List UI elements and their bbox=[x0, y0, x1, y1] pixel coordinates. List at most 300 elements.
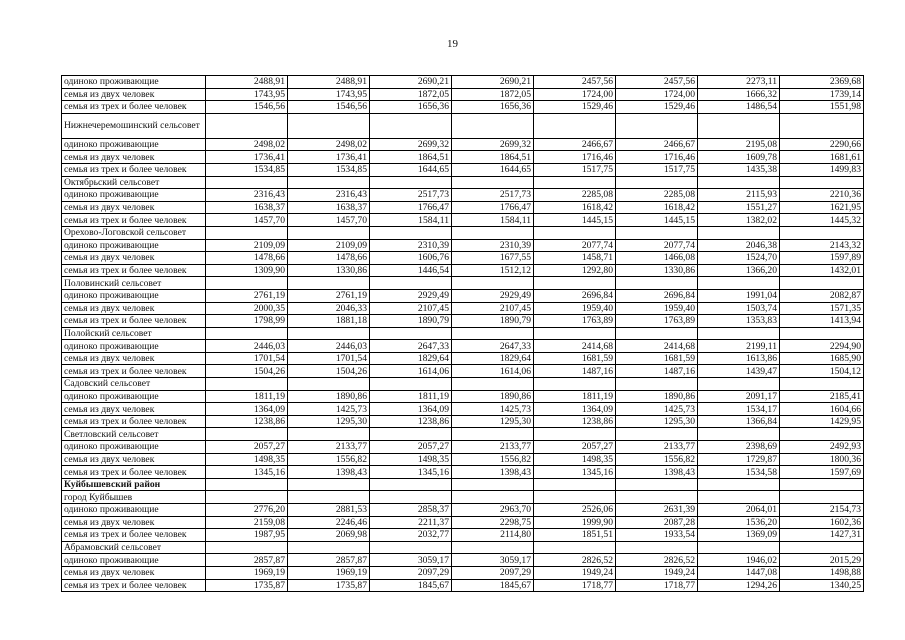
value-cell: 1946,02 bbox=[698, 554, 780, 567]
empty-cell bbox=[452, 478, 534, 491]
value-cell: 1498,88 bbox=[780, 566, 864, 579]
empty-cell bbox=[288, 378, 370, 391]
row-label: семья из трех и более человек bbox=[62, 466, 206, 479]
empty-cell bbox=[288, 327, 370, 340]
value-cell: 1681,59 bbox=[616, 352, 698, 365]
value-cell: 1556,82 bbox=[452, 453, 534, 466]
value-cell: 1340,25 bbox=[780, 579, 864, 592]
value-cell: 1556,82 bbox=[616, 453, 698, 466]
row-label: одиноко проживающие bbox=[62, 504, 206, 517]
value-cell: 1933,54 bbox=[616, 529, 698, 542]
value-cell: 1763,89 bbox=[616, 315, 698, 328]
value-cell: 1724,00 bbox=[616, 88, 698, 101]
value-cell: 2414,68 bbox=[616, 340, 698, 353]
value-cell: 2195,08 bbox=[698, 138, 780, 151]
empty-cell bbox=[534, 478, 616, 491]
value-cell: 1890,86 bbox=[288, 390, 370, 403]
value-cell: 1638,37 bbox=[288, 201, 370, 214]
value-cell: 1398,43 bbox=[616, 466, 698, 479]
empty-cell bbox=[370, 428, 452, 441]
table-row bbox=[62, 441, 864, 454]
empty-cell bbox=[370, 277, 452, 290]
value-cell: 1602,36 bbox=[780, 516, 864, 529]
value-cell: 3059,17 bbox=[452, 554, 534, 567]
table-row bbox=[62, 453, 864, 466]
value-cell: 2316,43 bbox=[288, 189, 370, 202]
table-row bbox=[62, 289, 864, 302]
empty-cell bbox=[452, 327, 534, 340]
empty-cell bbox=[698, 428, 780, 441]
value-cell: 1845,67 bbox=[370, 579, 452, 592]
table-row bbox=[62, 390, 864, 403]
value-cell: 2057,27 bbox=[206, 441, 288, 454]
value-cell: 1811,19 bbox=[534, 390, 616, 403]
value-cell: 2294,90 bbox=[780, 340, 864, 353]
value-cell: 2498,02 bbox=[288, 138, 370, 151]
value-cell: 2761,19 bbox=[206, 289, 288, 302]
value-cell: 2273,11 bbox=[698, 76, 780, 89]
value-cell: 1292,80 bbox=[534, 264, 616, 277]
value-cell: 1458,71 bbox=[534, 252, 616, 265]
value-cell: 1536,20 bbox=[698, 516, 780, 529]
row-label: одиноко проживающие bbox=[62, 189, 206, 202]
table-row bbox=[62, 403, 864, 416]
value-cell: 2398,69 bbox=[698, 441, 780, 454]
row-label: одиноко проживающие bbox=[62, 138, 206, 151]
value-cell: 2107,45 bbox=[452, 302, 534, 315]
value-cell: 1881,18 bbox=[288, 315, 370, 328]
value-cell: 2285,08 bbox=[616, 189, 698, 202]
empty-cell bbox=[206, 327, 288, 340]
value-cell: 2857,87 bbox=[206, 554, 288, 567]
empty-cell bbox=[534, 277, 616, 290]
value-cell: 1763,89 bbox=[534, 315, 616, 328]
value-cell: 1478,66 bbox=[206, 252, 288, 265]
value-cell: 2077,74 bbox=[616, 239, 698, 252]
empty-cell bbox=[370, 491, 452, 504]
value-cell: 1798,99 bbox=[206, 315, 288, 328]
value-cell: 1478,66 bbox=[288, 252, 370, 265]
value-cell: 1512,12 bbox=[452, 264, 534, 277]
value-cell: 1811,19 bbox=[370, 390, 452, 403]
value-cell: 1701,54 bbox=[206, 352, 288, 365]
row-label: одиноко проживающие bbox=[62, 76, 206, 89]
empty-cell bbox=[780, 327, 864, 340]
row-label: семья из трех и более человек bbox=[62, 365, 206, 378]
empty-cell bbox=[780, 378, 864, 391]
value-cell: 1644,65 bbox=[370, 163, 452, 176]
empty-cell bbox=[206, 428, 288, 441]
value-cell: 2082,87 bbox=[780, 289, 864, 302]
empty-cell bbox=[780, 226, 864, 239]
value-cell: 2046,38 bbox=[698, 239, 780, 252]
value-cell: 2109,09 bbox=[206, 239, 288, 252]
value-cell: 1666,32 bbox=[698, 88, 780, 101]
empty-cell bbox=[780, 176, 864, 189]
page-number: 19 bbox=[447, 38, 458, 50]
empty-cell bbox=[288, 428, 370, 441]
table-row bbox=[62, 264, 864, 277]
row-label: семья из двух человек bbox=[62, 516, 206, 529]
value-cell: 2015,29 bbox=[780, 554, 864, 567]
value-cell: 1851,51 bbox=[534, 529, 616, 542]
value-cell: 1366,84 bbox=[698, 415, 780, 428]
table-row bbox=[62, 201, 864, 214]
value-cell: 1609,78 bbox=[698, 151, 780, 164]
row-label: семья из двух человек bbox=[62, 88, 206, 101]
empty-cell bbox=[452, 541, 534, 554]
value-cell: 1890,86 bbox=[452, 390, 534, 403]
value-cell: 1238,86 bbox=[370, 415, 452, 428]
value-cell: 2143,32 bbox=[780, 239, 864, 252]
value-cell: 2298,75 bbox=[452, 516, 534, 529]
row-label: семья из двух человек bbox=[62, 566, 206, 579]
table-row bbox=[62, 340, 864, 353]
value-cell: 2526,06 bbox=[534, 504, 616, 517]
value-cell: 2107,45 bbox=[370, 302, 452, 315]
value-cell: 1890,79 bbox=[452, 315, 534, 328]
value-cell: 1991,04 bbox=[698, 289, 780, 302]
row-label: семья из трех и более человек bbox=[62, 415, 206, 428]
section-name: Садовский сельсовет bbox=[62, 378, 206, 391]
table-row bbox=[62, 101, 864, 114]
section-header-row bbox=[62, 541, 864, 554]
value-cell: 1439,47 bbox=[698, 365, 780, 378]
table-row bbox=[62, 352, 864, 365]
empty-cell bbox=[698, 327, 780, 340]
value-cell: 1529,46 bbox=[616, 101, 698, 114]
value-cell: 2069,98 bbox=[288, 529, 370, 542]
value-cell: 1718,77 bbox=[534, 579, 616, 592]
empty-cell bbox=[698, 541, 780, 554]
section-name: Нижнечеремошинский сельсовет bbox=[62, 113, 206, 138]
value-cell: 1729,87 bbox=[698, 453, 780, 466]
value-cell: 2690,21 bbox=[370, 76, 452, 89]
value-cell: 2115,93 bbox=[698, 189, 780, 202]
value-cell: 2290,66 bbox=[780, 138, 864, 151]
value-cell: 1987,95 bbox=[206, 529, 288, 542]
table-row bbox=[62, 415, 864, 428]
district-header-row bbox=[62, 478, 864, 491]
value-cell: 1597,89 bbox=[780, 252, 864, 265]
value-cell: 2857,87 bbox=[288, 554, 370, 567]
empty-cell bbox=[616, 277, 698, 290]
value-cell: 1447,08 bbox=[698, 566, 780, 579]
value-cell: 1716,46 bbox=[616, 151, 698, 164]
value-cell: 1743,95 bbox=[206, 88, 288, 101]
empty-cell bbox=[534, 378, 616, 391]
value-cell: 1517,75 bbox=[616, 163, 698, 176]
value-cell: 2446,03 bbox=[288, 340, 370, 353]
table-row bbox=[62, 88, 864, 101]
section-header-row bbox=[62, 491, 864, 504]
empty-cell bbox=[370, 378, 452, 391]
value-cell: 1656,36 bbox=[452, 101, 534, 114]
section-header-row bbox=[62, 327, 864, 340]
empty-cell bbox=[616, 428, 698, 441]
value-cell: 1345,16 bbox=[206, 466, 288, 479]
value-cell: 2826,52 bbox=[616, 554, 698, 567]
empty-cell bbox=[780, 113, 864, 138]
value-cell: 2929,49 bbox=[452, 289, 534, 302]
value-cell: 1398,43 bbox=[288, 466, 370, 479]
value-cell: 1949,24 bbox=[616, 566, 698, 579]
value-cell: 2057,27 bbox=[370, 441, 452, 454]
value-cell: 1345,16 bbox=[370, 466, 452, 479]
value-cell: 1503,74 bbox=[698, 302, 780, 315]
value-cell: 1716,46 bbox=[534, 151, 616, 164]
empty-cell bbox=[698, 491, 780, 504]
value-cell: 1811,19 bbox=[206, 390, 288, 403]
value-cell: 2046,33 bbox=[288, 302, 370, 315]
value-cell: 2647,33 bbox=[452, 340, 534, 353]
row-label: семья из двух человек bbox=[62, 403, 206, 416]
value-cell: 1551,27 bbox=[698, 201, 780, 214]
row-label: семья из трех и более человек bbox=[62, 529, 206, 542]
table-row bbox=[62, 252, 864, 265]
value-cell: 1766,47 bbox=[452, 201, 534, 214]
empty-cell bbox=[534, 226, 616, 239]
section-header-row bbox=[62, 428, 864, 441]
table-row bbox=[62, 566, 864, 579]
value-cell: 2316,43 bbox=[206, 189, 288, 202]
value-cell: 1486,54 bbox=[698, 101, 780, 114]
table-row bbox=[62, 302, 864, 315]
value-cell: 1736,41 bbox=[288, 151, 370, 164]
value-cell: 1504,12 bbox=[780, 365, 864, 378]
section-header-row bbox=[62, 113, 864, 138]
value-cell: 1534,17 bbox=[698, 403, 780, 416]
section-header-row bbox=[62, 277, 864, 290]
empty-cell bbox=[452, 491, 534, 504]
value-cell: 1551,98 bbox=[780, 101, 864, 114]
empty-cell bbox=[534, 327, 616, 340]
empty-cell bbox=[206, 226, 288, 239]
empty-cell bbox=[698, 378, 780, 391]
value-cell: 1735,87 bbox=[288, 579, 370, 592]
table-row bbox=[62, 504, 864, 517]
value-cell: 2858,37 bbox=[370, 504, 452, 517]
empty-cell bbox=[370, 176, 452, 189]
empty-cell bbox=[616, 327, 698, 340]
value-cell: 1429,95 bbox=[780, 415, 864, 428]
value-cell: 2488,91 bbox=[206, 76, 288, 89]
value-cell: 2488,91 bbox=[288, 76, 370, 89]
value-cell: 2466,67 bbox=[534, 138, 616, 151]
section-header-row bbox=[62, 226, 864, 239]
value-cell: 1445,15 bbox=[616, 214, 698, 227]
value-cell: 1959,40 bbox=[616, 302, 698, 315]
empty-cell bbox=[452, 378, 534, 391]
value-cell: 2776,20 bbox=[206, 504, 288, 517]
value-cell: 1571,35 bbox=[780, 302, 864, 315]
value-cell: 1425,73 bbox=[288, 403, 370, 416]
value-cell: 1364,09 bbox=[370, 403, 452, 416]
value-cell: 2133,77 bbox=[452, 441, 534, 454]
value-cell: 1364,09 bbox=[206, 403, 288, 416]
value-cell: 1613,86 bbox=[698, 352, 780, 365]
value-cell: 1369,09 bbox=[698, 529, 780, 542]
row-label: семья из двух человек bbox=[62, 151, 206, 164]
value-cell: 1556,82 bbox=[288, 453, 370, 466]
table-row bbox=[62, 151, 864, 164]
value-cell: 1969,19 bbox=[206, 566, 288, 579]
value-cell: 2032,77 bbox=[370, 529, 452, 542]
row-label: одиноко проживающие bbox=[62, 340, 206, 353]
value-cell: 1435,38 bbox=[698, 163, 780, 176]
value-cell: 1584,11 bbox=[370, 214, 452, 227]
value-cell: 1604,66 bbox=[780, 403, 864, 416]
empty-cell bbox=[452, 277, 534, 290]
section-name: город Куйбышев bbox=[62, 491, 206, 504]
table-row bbox=[62, 579, 864, 592]
value-cell: 2210,36 bbox=[780, 189, 864, 202]
row-label: одиноко проживающие bbox=[62, 390, 206, 403]
value-cell: 1743,95 bbox=[288, 88, 370, 101]
value-cell: 1681,59 bbox=[534, 352, 616, 365]
value-cell: 1681,61 bbox=[780, 151, 864, 164]
value-cell: 2699,32 bbox=[370, 138, 452, 151]
value-cell: 1425,73 bbox=[616, 403, 698, 416]
empty-cell bbox=[288, 491, 370, 504]
empty-cell bbox=[698, 113, 780, 138]
value-cell: 2696,84 bbox=[616, 289, 698, 302]
value-cell: 1949,24 bbox=[534, 566, 616, 579]
value-cell: 2211,37 bbox=[370, 516, 452, 529]
value-cell: 2310,39 bbox=[452, 239, 534, 252]
value-cell: 2185,41 bbox=[780, 390, 864, 403]
section-name: Полойский сельсовет bbox=[62, 327, 206, 340]
row-label: одиноко проживающие bbox=[62, 441, 206, 454]
value-cell: 1445,15 bbox=[534, 214, 616, 227]
empty-cell bbox=[206, 277, 288, 290]
row-label: семья из трех и более человек bbox=[62, 315, 206, 328]
row-label: семья из двух человек bbox=[62, 201, 206, 214]
value-cell: 1457,70 bbox=[206, 214, 288, 227]
value-cell: 2097,29 bbox=[452, 566, 534, 579]
value-cell: 1432,01 bbox=[780, 264, 864, 277]
empty-cell bbox=[698, 226, 780, 239]
empty-cell bbox=[616, 541, 698, 554]
value-cell: 1445,32 bbox=[780, 214, 864, 227]
value-cell: 2517,73 bbox=[370, 189, 452, 202]
value-cell: 1295,30 bbox=[288, 415, 370, 428]
section-header-row bbox=[62, 378, 864, 391]
value-cell: 2881,53 bbox=[288, 504, 370, 517]
empty-cell bbox=[452, 428, 534, 441]
value-cell: 1864,51 bbox=[370, 151, 452, 164]
empty-cell bbox=[452, 113, 534, 138]
value-cell: 1614,06 bbox=[452, 365, 534, 378]
value-cell: 2199,11 bbox=[698, 340, 780, 353]
value-cell: 1739,14 bbox=[780, 88, 864, 101]
empty-cell bbox=[370, 327, 452, 340]
value-cell: 1829,64 bbox=[452, 352, 534, 365]
section-name: Светловский сельсовет bbox=[62, 428, 206, 441]
empty-cell bbox=[206, 378, 288, 391]
value-cell: 2133,77 bbox=[288, 441, 370, 454]
value-cell: 1498,35 bbox=[534, 453, 616, 466]
value-cell: 1487,16 bbox=[534, 365, 616, 378]
section-name: Орехово-Логовской сельсовет bbox=[62, 226, 206, 239]
value-cell: 1685,90 bbox=[780, 352, 864, 365]
value-cell: 1353,83 bbox=[698, 315, 780, 328]
value-cell: 1736,41 bbox=[206, 151, 288, 164]
empty-cell bbox=[780, 541, 864, 554]
value-cell: 1534,85 bbox=[206, 163, 288, 176]
value-cell: 1330,86 bbox=[616, 264, 698, 277]
empty-cell bbox=[206, 478, 288, 491]
empty-cell bbox=[288, 113, 370, 138]
value-cell: 2091,17 bbox=[698, 390, 780, 403]
value-cell: 1829,64 bbox=[370, 352, 452, 365]
empty-cell bbox=[698, 277, 780, 290]
value-cell: 2492,93 bbox=[780, 441, 864, 454]
value-cell: 2699,32 bbox=[452, 138, 534, 151]
empty-cell bbox=[534, 491, 616, 504]
empty-cell bbox=[780, 478, 864, 491]
value-cell: 1584,11 bbox=[452, 214, 534, 227]
empty-cell bbox=[370, 113, 452, 138]
value-cell: 2154,73 bbox=[780, 504, 864, 517]
value-cell: 1701,54 bbox=[288, 352, 370, 365]
value-cell: 3059,17 bbox=[370, 554, 452, 567]
row-label: семья из трех и более человек bbox=[62, 101, 206, 114]
value-cell: 1638,37 bbox=[206, 201, 288, 214]
value-cell: 1425,73 bbox=[452, 403, 534, 416]
value-cell: 2963,70 bbox=[452, 504, 534, 517]
empty-cell bbox=[206, 113, 288, 138]
table-row bbox=[62, 189, 864, 202]
value-cell: 1959,40 bbox=[534, 302, 616, 315]
value-cell: 1546,56 bbox=[206, 101, 288, 114]
section-name: Абрамовский сельсовет bbox=[62, 541, 206, 554]
value-cell: 1724,00 bbox=[534, 88, 616, 101]
value-cell: 1597,69 bbox=[780, 466, 864, 479]
empty-cell bbox=[452, 176, 534, 189]
value-cell: 1864,51 bbox=[452, 151, 534, 164]
row-label: одиноко проживающие bbox=[62, 289, 206, 302]
value-cell: 1504,26 bbox=[288, 365, 370, 378]
value-cell: 1529,46 bbox=[534, 101, 616, 114]
table-row bbox=[62, 214, 864, 227]
empty-cell bbox=[288, 478, 370, 491]
value-cell: 1735,87 bbox=[206, 579, 288, 592]
row-label: семья из двух человек bbox=[62, 302, 206, 315]
value-cell: 2310,39 bbox=[370, 239, 452, 252]
empty-cell bbox=[534, 541, 616, 554]
value-cell: 1621,95 bbox=[780, 201, 864, 214]
value-cell: 1295,30 bbox=[452, 415, 534, 428]
value-cell: 2087,28 bbox=[616, 516, 698, 529]
section-name: Октябрьский сельсовет bbox=[62, 176, 206, 189]
row-label: одиноко проживающие bbox=[62, 554, 206, 567]
value-cell: 1294,26 bbox=[698, 579, 780, 592]
section-name: Половинский сельсовет bbox=[62, 277, 206, 290]
empty-cell bbox=[534, 176, 616, 189]
empty-cell bbox=[616, 113, 698, 138]
value-cell: 1614,06 bbox=[370, 365, 452, 378]
value-cell: 1517,75 bbox=[534, 163, 616, 176]
value-cell: 1466,08 bbox=[616, 252, 698, 265]
value-cell: 1238,86 bbox=[206, 415, 288, 428]
table-row bbox=[62, 365, 864, 378]
empty-cell bbox=[780, 428, 864, 441]
value-cell: 1656,36 bbox=[370, 101, 452, 114]
row-label: одиноко проживающие bbox=[62, 239, 206, 252]
empty-cell bbox=[288, 541, 370, 554]
value-cell: 2457,56 bbox=[534, 76, 616, 89]
